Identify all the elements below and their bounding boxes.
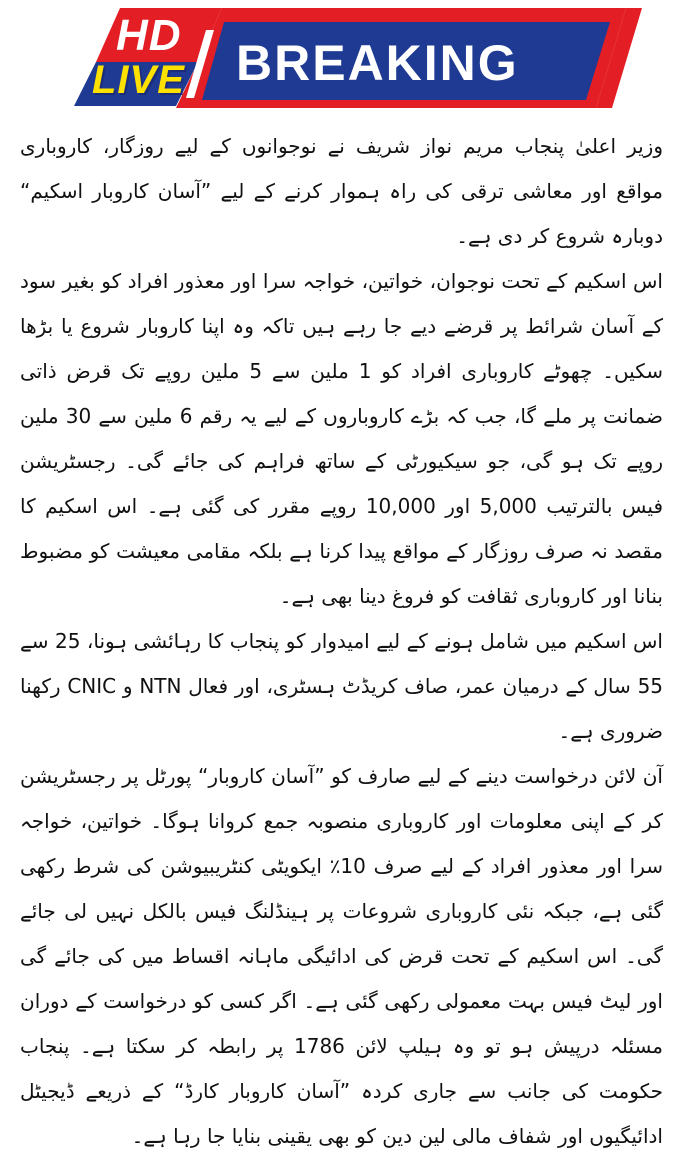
article-body — [20, 124, 663, 1159]
hd-label: HD — [116, 11, 182, 60]
article-paragraph: اس اسکیم کے تحت نوجوان، خواتین، خواجہ سرا اور معذور افراد کو بغیر سود کے آسان شرائط پر قرضے دیے جا رہے ہیں تاکہ وہ اپنا کاروبار شروع یا بڑھا سکیں۔ چھوٹے کاروباری افراد کو 1 ملین سے 5 ملین روپے تک قرض ذاتی ضمانت پر ملے گا، جب کہ بڑے کاروباروں کے لیے یہ رقم 6 ملین سے 30 ملین روپے تک ہو گی، جو سیکیورٹی کے ساتھ فراہم کی جائے گی۔ رجسٹریشن فیس بالترتیب 5,000 اور 10,000 روپے مقرر کی گئی ہے۔ اس اسکیم کا مقصد نہ صرف روزگار کے مواقع پیدا کرنا ہے بلکہ مقامی معیشت کو مضبوط بنانا اور کاروباری ثقافت کو فروغ دینا بھی ہے۔ — [20, 269, 664, 608]
breaking-news-banner — [0, 0, 683, 118]
article-paragraph: آن لائن درخواست دینے کے لیے صارف کو ”آسان کاروبار“ پورٹل پر رجسٹریشن کر کے اپنی معلومات اور کاروباری منصوبہ جمع کروانا ہوگا۔ خواتین، خواجہ سرا اور معذور افراد کے لیے صرف 10٪ ایکویٹی کنٹریبیوشن کی شرط رکھی گئی ہے، جبکہ نئی کاروباری شروعات پر ہینڈلنگ فیس بالکل نہیں لی جائے گی۔ اس اسکیم کے تحت قرض کی ادائیگی ماہانہ اقساط میں کی جائے گی اور لیٹ فیس بہت معمولی رکھی گئی ہے۔ اگر کسی کو درخواست کے دوران مسئلہ درپیش ہو تو وہ ہیلپ لائن 1786 پر رابطہ کر سکتا ہے۔ پنجاب حکومت کی جانب سے جاری کردہ ”آسان کاروبار کارڈ“ کے ذریعے ڈیجیٹل ادائیگیوں اور شفاف مالی لین دین کو بھی یقینی بنایا جا رہا ہے۔ — [20, 764, 664, 1148]
article-paragraph: وزیر اعلیٰ پنجاب مریم نواز شریف نے نوجوانوں کے لیے روزگار، کاروباری مواقع اور معاشی ترقی کی راہ ہموار کرنے کے لیے ”آسان کاروبار اسکیم“ دوبارہ شروع کر دی ہے۔ — [20, 134, 663, 248]
live-label: LIVE — [92, 58, 185, 102]
article-paragraph: اس اسکیم میں شامل ہونے کے لیے امیدوار کو پنجاب کا رہائشی ہونا، 25 سے 55 سال کے درمیان عمر، صاف کریڈٹ ہسٹری، اور فعال NTN و CNIC رکھنا ضروری ہے۔ — [20, 629, 664, 743]
breaking-label: BREAKING — [236, 35, 519, 91]
